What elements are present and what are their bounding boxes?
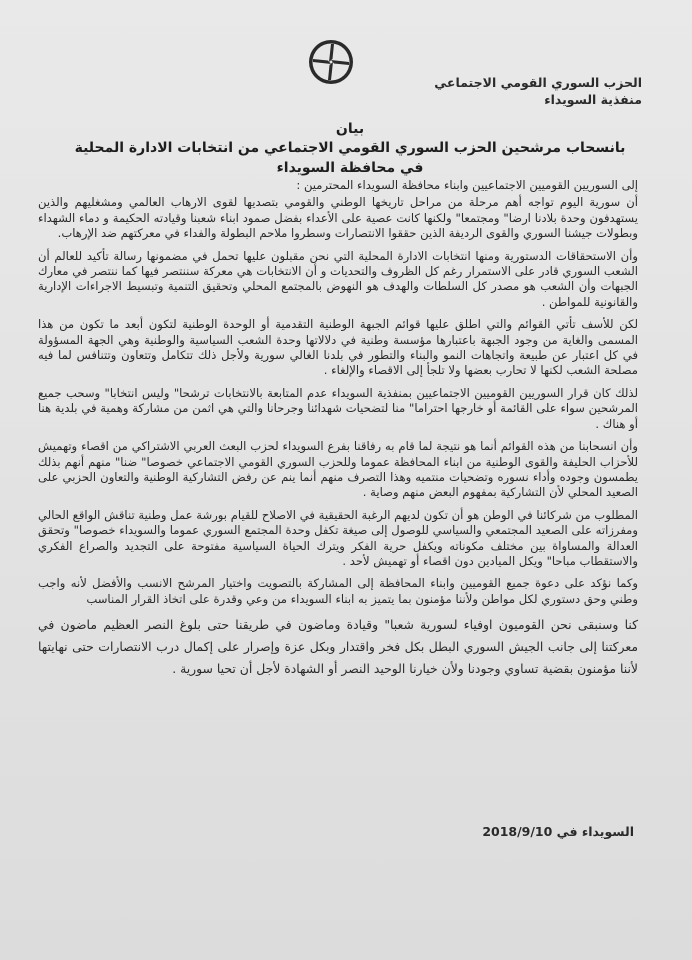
paragraph-2: وأن الاستحقاقات الدستورية ومنها انتخابات الادارة المحلية التي نحن مقبلون عليها تحمل في مضمونها رسالة تأكيد للعالم أن الشعب السوري قادر على الاستمرار رغم كل الظروف والتحديات و أن الانتخابات هي معركة سننتصر فيها كما ننتصر في معارك الجبهات وأن الشعب هو مصدر كل السلطات والهدف هو النهوض بالمجتمع المحلي وتحقيق التنمية وتبسيط الاجراءات الإدارية والقانونية للمواطن . (38, 248, 638, 309)
paragraph-4: لذلك كان قرار السوريين القوميين الاجتماعيين بمنفذية السويداء عدم المتابعة بالانتخابات ترشحا" وليس انتخابا" وسحب جميع المرشحين سواء على القائمة أو خارجها احتراما" منا لتضحيات شهدائنا وجرحانا والتي هي اثمن من مشاركة وهمية في بلدية هنا أو هناك . (38, 385, 638, 431)
statement-title (60, 120, 640, 178)
paragraph-5: وأن انسحابنا من هذه القوائم أنما هو نتيجة لما قام به رفاقنا بفرع السويداء لحزب البعث العربي الاشتراكي من اقصاء وتهميش للأحزاب الحليفة والقوى الوطنية من ابناء المحافظة عموما وللحزب السوري القومي الاجتماعي خصوصا" ضنا" منهم أنهم بذلك يطمسون وجوده وأداء نسوره وتضحيات منتميه وهذا التصرف منهم أنما ينم عن رفض التشاركية الوطنية والتعاون الحزبي على الصعيد المحلي لأن التشاركية بمفهوم البعض منهم وصاية . (38, 439, 638, 500)
party-name: الحزب السوري القومي الاجتماعي (434, 75, 642, 90)
branch-name: منفذية السويداء (544, 92, 642, 107)
paragraph-8: كنا وسنبقى نحن القوميون اوفياء لسورية شعبا" وقيادة وماضون في طريقنا حتى بلوغ النصر العظيم ماضون في معركتنا إلى جانب الجيش السوري البطل بكل فخر واقتدار وبكل عزة وإصرار على إكمال درب الانتصارات حتى نهايتها لأننا مؤمنون بقضية تساوي وجودنا ولأن خيارنا الوحيد النصر أو الشهادة لأجل أن تحيا سورية . (38, 617, 638, 677)
paragraph-3: لكن للأسف تأتي القوائم والتي اطلق عليها قوائم الجبهة الوطنية التقدمية أو الوحدة الوطنية لتكون أبعد ما تكون من هذا المسمى والغاية من وجود الجبهة باعتبارها مؤسسة وطنية في دلالاتها وحدة الشعب السياسية والوطنية وهي الجهة المسؤولة في كل اعتبار عن طبيعة واتجاهات النمو والبناء والتطور في بلدنا الغالي سورية ولأجل ذلك تتكامل وتتعاون وتتنافس لما فيه مصلحة الشعب لكنها لا تحارب بعضها ولا تلجأ إلى الاقصاء والإلغاء . (38, 317, 638, 378)
statement-body (38, 178, 638, 687)
paragraph-7: وكما نؤكد على دعوة جميع القوميين وابناء المحافظة إلى المشاركة بالتصويت واختيار المرشح الانسب والأفضل لأنه واجب وطني وحق دستوري لكل مواطن ولأننا مؤمنون بما يتميز به ابناء السويداء من وعي وقدرة على اتخاذ القرار المناسب (38, 576, 638, 606)
title-line-2: في محافظة السويداء (276, 160, 424, 176)
paragraph-6: المطلوب من شركائنا في الوطن هو أن تكون لديهم الرغبة الحقيقية في الاصلاح للقيام بورشة عمل وطنية تناقش الواقع الحالي ومفرزاته على الصعيد المجتمعي والسياسي للوصول إلى صيغة تكفل وحدة المجتمع السوري عموما والسويداء خصوصا" وتحقق العدالة والمساواة بين مختلف مكوناته ويكفل حرية الفكر ويترك الحياة السياسية مفتوحة على التجديد والصراع الفكري والاستقطاب مباحا" ويكل الميادين دون اقصاء أو تهميش لأحد . (38, 507, 638, 568)
title-line-1: بانسحاب مرشحين الحزب السوري القومي الاجتماعي من انتخابات الادارة المحلية (74, 140, 626, 156)
heading: بيان (335, 121, 365, 137)
signature-date: السويداء في 2018/9/10 (482, 824, 634, 839)
greeting: إلى السوريين القوميين الاجتماعيين وابناء محافظة السويداء المحترمين : (296, 178, 638, 192)
organization-header (382, 74, 642, 108)
paragraph-1: أن سورية اليوم تواجه أهم مرحلة من مراحل تاريخها الوطني والقومي بتصديها لقوى الارهاب العالمي ومشغليهم والذين يستهدفون وحدة بلادنا ارضا" ومجتمعا" ولكنها كانت عصية على الأعداء بفضل صمود ابناء شعبنا وقيادته الحكيمة و دماء الشهداء وبطولات جيشنا السوري والقوى الرديفة الذين حققوا الانتصارات وسطروا ملاحم البطولة والفداء في معركتهم ضد الإرهاب. (38, 195, 638, 241)
party-emblem-icon (307, 38, 355, 86)
